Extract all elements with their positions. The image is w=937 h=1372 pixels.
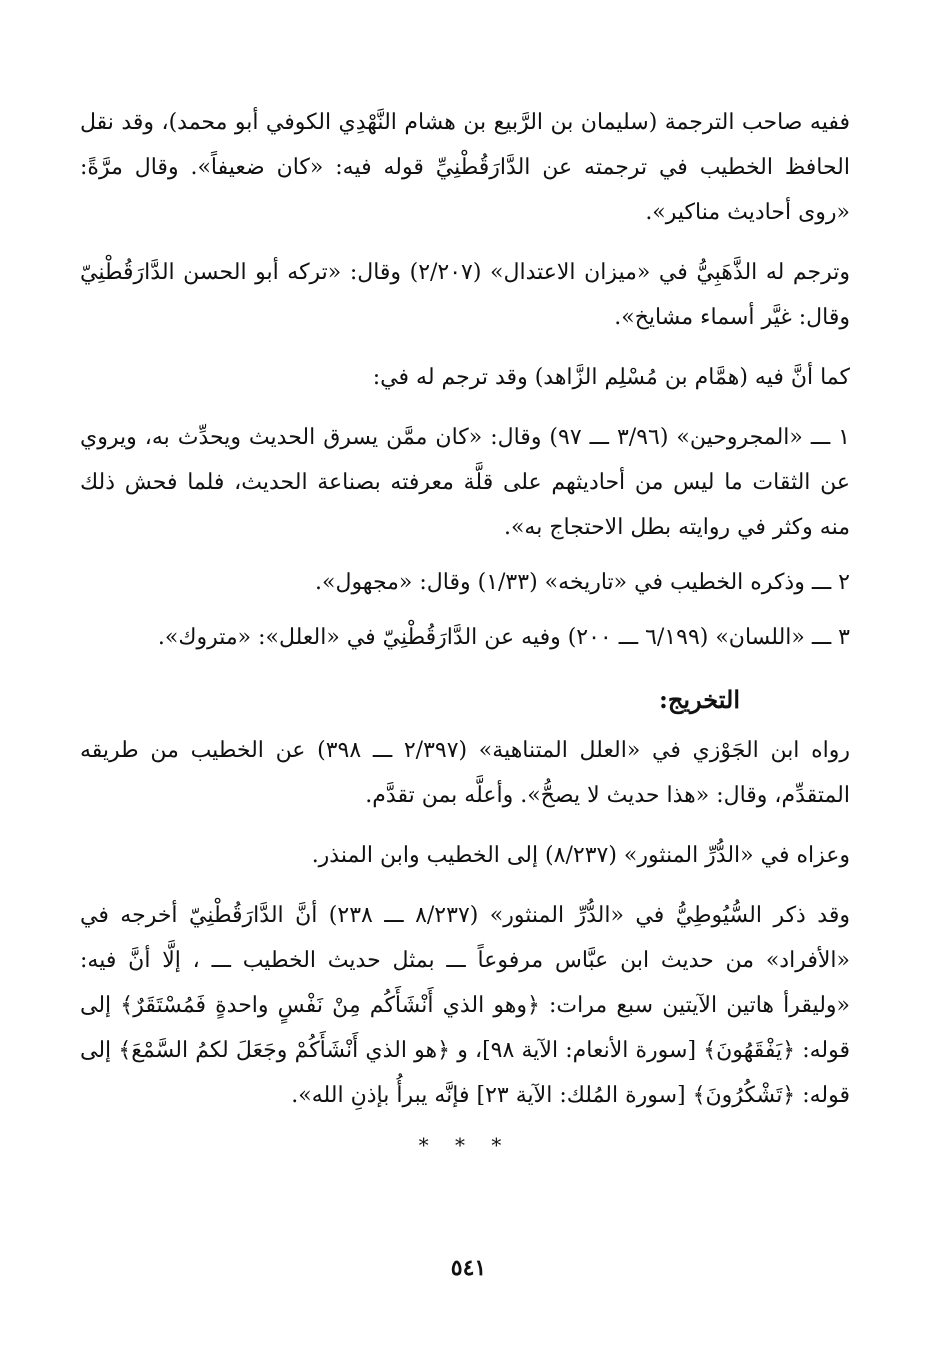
takhrij-paragraph-1: رواه ابن الجَوْزي في «العلل المتناهية» (٢/٣٩٧ ـــ ٣٩٨) عن الخطيب من طريقه المتقدِّم، وقال: «هذا حديث لا يصحُّ». وأعلَّه بمن تقدَّم. [80,738,850,808]
list-item: ٣ ـــ «اللسان» (٦/١٩٩ ـــ ٢٠٠) وفيه عن الدَّارَقُطْنِيّ في «العلل»: «متروك». [157,625,850,650]
page-body [80,100,850,1157]
intro-paragraph-3: كما أنَّ فيه (همَّام بن مُسْلِم الزَّاهد) وقد ترجم له في: [372,365,850,390]
section-separator: * * * [418,1133,512,1157]
page-number: ٥٤١ [450,1255,487,1281]
takhrij-paragraph-2: وعزاه في «الدُّرِّ المنثور» (٨/٢٣٧) إلى الخطيب وابن المنذر. [311,843,850,868]
intro-paragraph-1: ففيه صاحب الترجمة (سليمان بن الرَّبيع بن هشام النَّهْدِي الكوفي أبو محمد)، وقد نقل الحافظ الخطيب في ترجمته عن الدَّارَقُطْنِيِّ قوله فيه: «كان ضعيفاً». وقال مرَّةً: «روى أحاديث مناكير». [80,110,850,225]
list-item: ٢ ـــ وذكره الخطيب في «تاريخه» (١/٣٣) وقال: «مجهول». [315,570,850,595]
intro-paragraph-2: وترجم له الذَّهَبِيُّ في «ميزان الاعتدال» (٢/٢٠٧) وقال: «تركه أبو الحسن الدَّارَقُطْنِيّ وقال: غيَّر أسماء مشايخ». [80,260,850,330]
section-heading: التخريج: [659,685,740,714]
takhrij-paragraph-3: وقد ذكر السُّيُوطِيُّ في «الدُّرِّ المنثور» (٨/٢٣٧ ـــ ٢٣٨) أنَّ الدَّارَقُطْنِيّ أخرجه في «الأفراد» من حديث ابن عبَّاس مرفوعاً ـــ بمثل حديث الخطيب ـــ ، إلَّا أنَّ فيه: «وليقرأ هاتين الآيتين سبع مرات: ﴿وهو الذي أَنْشَأَكُم مِنْ نَفْسٍ واحدةٍ فَمُسْتَقَرٌ﴾ إلى قوله: ﴿يَفْقَهُونَ﴾ [سورة الأنعام: الآية ٩٨]، و ﴿هو الذي أَنْشَأَكُمْ وجَعَلَ لكمُ السَّمْعَ﴾ إلى قوله: ﴿تَشْكُرُونَ﴾ [سورة المُلك: الآية ٢٣] فإنَّه يبرأُ بإذنِ الله». [80,903,851,1108]
list-item: ١ ـــ «المجروحين» (٣/٩٦ ـــ ٩٧) وقال: «كان ممَّن يسرق الحديث ويحدِّث به، ويروي عن الثقات ما ليس من أحاديثهم على قلَّة معرفته بصناعة الحديث، فلما فحش ذلك منه وكثر في روايته بطل الاحتجاج به». [80,425,850,540]
